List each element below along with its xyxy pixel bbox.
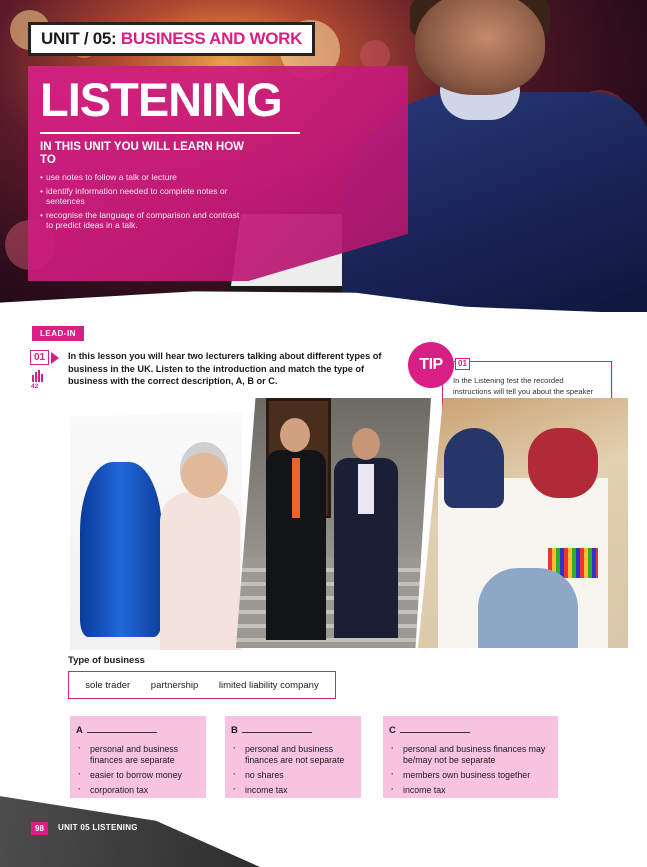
card-item: · personal and business finances may be/may not be separate: [389, 744, 552, 766]
card-letter: A: [76, 725, 83, 736]
team-member: [444, 428, 504, 508]
exercise-instructions: In this lesson you will hear two lecturers talking about different types of business in the UK. Listen to the introduction and match the type of business with the correct description, A, B or C.: [68, 351, 382, 386]
learn-list: [40, 172, 240, 234]
card-letter: C: [389, 725, 396, 736]
audio-bars-icon: [31, 370, 45, 382]
answer-blank[interactable]: [87, 725, 157, 733]
learn-item: • recognise the language of comparison and contrast to predict ideas in a talk.: [40, 210, 240, 230]
card-item: · income tax: [389, 785, 552, 796]
business-type-options: [68, 671, 336, 699]
tip-number: 01: [455, 358, 470, 370]
presenter-head: [415, 0, 545, 95]
businessman-right: [334, 428, 398, 638]
lead-in-label: LEAD-IN: [32, 326, 84, 341]
audio-number: 42: [31, 383, 39, 390]
card-item: · easier to borrow money: [76, 770, 200, 781]
page-number: 98: [31, 822, 48, 835]
answer-blank[interactable]: [400, 725, 470, 733]
businessman-left: [266, 418, 326, 638]
unit-prefix: UNIT / 05:: [41, 29, 117, 48]
footer-label: [58, 823, 138, 832]
title-rule: [40, 132, 300, 134]
team-member: [528, 428, 598, 498]
dressmaker-figure: [150, 442, 240, 650]
play-icon: [51, 352, 59, 364]
card-letter: B: [231, 725, 238, 736]
description-card-b: [225, 716, 361, 798]
audio-track-button[interactable]: [30, 350, 59, 365]
team-member: [478, 568, 578, 648]
learn-heading: IN THIS UNIT YOU WILL LEARN HOW TO: [40, 141, 245, 166]
answer-blank[interactable]: [242, 725, 312, 733]
card-item: · personal and business finances are not separate: [231, 744, 355, 766]
type-of-business-label: Type of business: [68, 655, 145, 666]
photo-limited-company: [418, 398, 628, 648]
card-item: · no shares: [231, 770, 355, 781]
card-item: · income tax: [231, 785, 355, 796]
footer-section: LISTENING: [92, 823, 138, 832]
description-card-a: [70, 716, 206, 798]
learn-item: • identify information needed to complete notes or sentences: [40, 186, 240, 206]
track-number: 01: [30, 350, 49, 365]
footer-unit: UNIT 05: [58, 823, 90, 832]
option-limited-liability-company: limited liability company: [218, 679, 319, 691]
bokeh-light: [360, 40, 390, 70]
tip-text: In the Listening test the recorded instructions will tell you about the speaker: [453, 376, 594, 396]
card-item: · members own business together: [389, 770, 552, 781]
photo-partnership: [236, 398, 431, 648]
option-sole-trader: sole trader: [85, 679, 131, 691]
card-item: · corporation tax: [76, 785, 200, 796]
card-item: · personal and business finances are separate: [76, 744, 200, 766]
unit-title-box: [28, 22, 315, 56]
section-title: LISTENING: [40, 73, 282, 126]
tip-badge: TIP: [408, 342, 454, 388]
option-partnership: partnership: [150, 679, 199, 691]
photo-sole-trader: [70, 412, 242, 650]
description-card-c: [383, 716, 558, 798]
learn-item: • use notes to follow a talk or lecture: [40, 172, 240, 182]
unit-title: BUSINESS AND WORK: [120, 29, 303, 48]
